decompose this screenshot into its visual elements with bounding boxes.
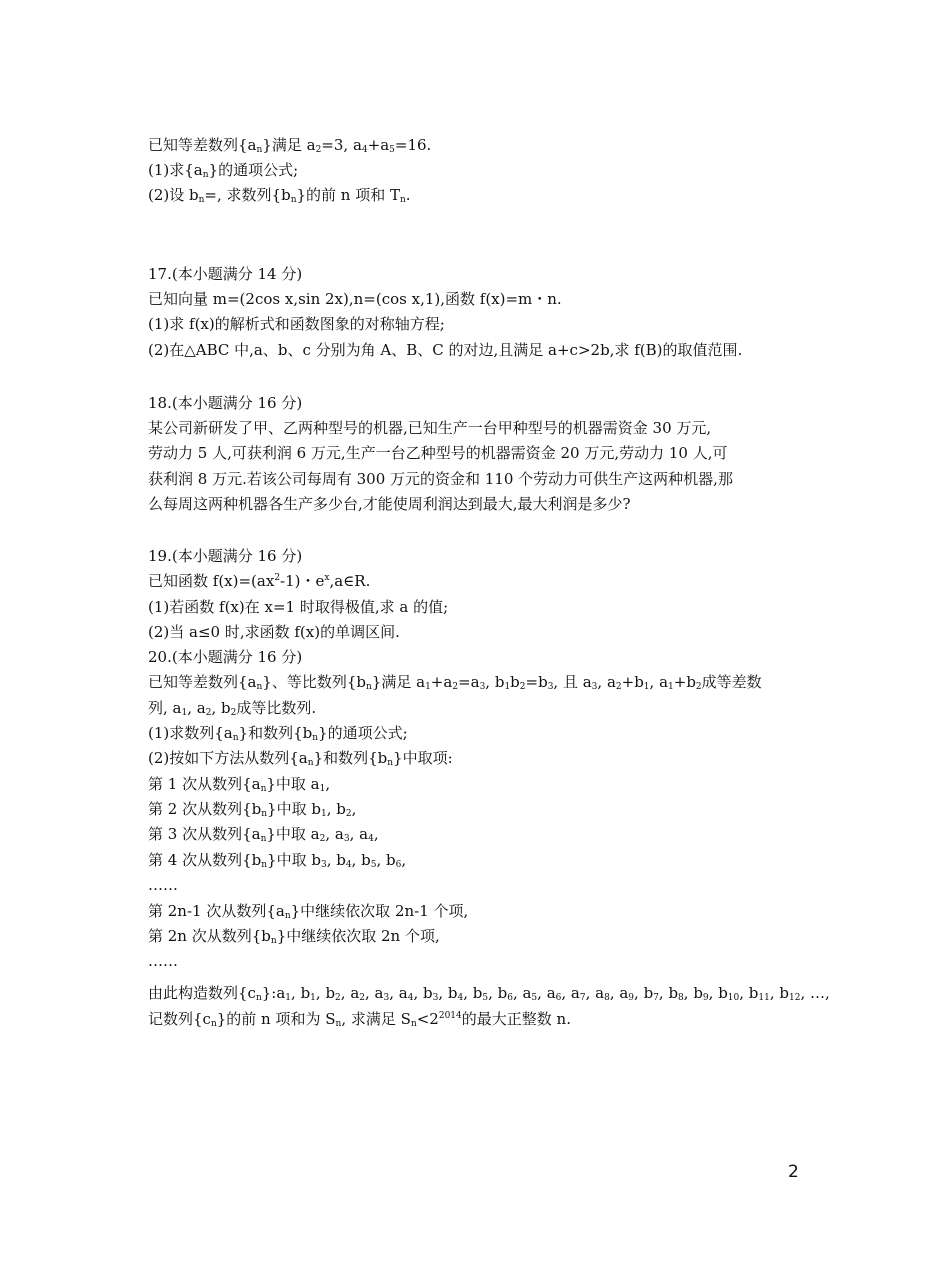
subscript: 7 [653, 993, 659, 1003]
text-line: …… [148, 952, 178, 970]
text-line: 由此构造数列$\{c_n\}:a_1$, $b_1$, $b_2$, $a_2$, $a_3$, $a_4$, $b_3$, $b_4$, $b_5$, $b_6$, $a_5$, $a_6$, $a_7$, $a_8$, $a_9$, $b_7$, $b_8$, $b_9$, $b_{10}$, $b_{11}$, $b_{12}$, …, [148, 984, 830, 1003]
text-line: 第 2n-1 次从数列$\{a_n\}$中继续依次取 2n-1 个项, [148, 902, 469, 921]
subscript: 4 [345, 860, 352, 870]
subscript: n [198, 195, 205, 205]
text-line: 18.(本小题满分 16 分) [148, 394, 303, 412]
text-line: 已知向量 m=(2cos x,sin 2x),n=(cos x,1),函数 f(x)=m・n. [148, 290, 562, 308]
subscript: 3 [547, 682, 554, 692]
text-line: (2)当 a≤0 时,求函数 f(x)的单调区间. [148, 623, 400, 641]
subscript: 1 [668, 682, 674, 692]
superscript: 2 [274, 573, 281, 583]
text-line: (1)求$\{a_n\}$的通项公式; [148, 161, 299, 180]
subscript: n [260, 784, 267, 794]
text-line: (2)设 $b_n=$, 求数列$\{b_n\}$的前 n 项和 $T_n$. [148, 186, 411, 205]
subscript: 2 [205, 708, 212, 718]
text-line: (1)若函数 f(x)在 x=1 时取得极值,求 a 的值; [148, 598, 449, 616]
text-line: (1)求数列$\{a_n\}$和数列$\{b_n\}$的通项公式; [148, 724, 408, 743]
text-line: 第 4 次从数列$\{b_n\}$中取 $b_3$, $b_4$, $b_5$, $b_6$, [148, 851, 407, 870]
subscript: n [232, 733, 239, 743]
subscript: 2 [519, 682, 526, 692]
subscript: n [387, 758, 394, 768]
subscript: n [260, 834, 267, 844]
subscript: 3 [432, 993, 439, 1003]
text-line: 17.(本小题满分 14 分) [148, 265, 303, 283]
subscript: 2 [345, 809, 352, 819]
subscript: n [210, 1019, 217, 1029]
subscript: 3 [479, 682, 486, 692]
subscript: 2 [230, 708, 237, 718]
subscript: n [312, 733, 319, 743]
text-line: 第 1 次从数列$\{a_n\}$中取 $a_1$, [148, 775, 331, 794]
subscript: n [261, 809, 268, 819]
subscript: 5 [482, 993, 489, 1003]
text-line: 第 2 次从数列$\{b_n\}$中取 $b_1$, $b_2$, [148, 800, 357, 819]
text-line: 已知等差数列$\{a_n\}$满足 $a_2=3$, $a_4+a_5=16$. [148, 136, 432, 155]
subscript: n [270, 936, 277, 946]
subscript: 2 [335, 993, 341, 1003]
text-line: 已知函数 $f(x)=(ax^2-1)$・$e^x,a\in R$. [148, 572, 371, 590]
text-line: 获利润 8 万元.若该公司每周有 300 万元的资金和 110 个劳动力可供生产这两种机器,那 [148, 470, 733, 488]
subscript: n [202, 170, 209, 180]
subscript: n [290, 195, 297, 205]
subscript: 9 [628, 993, 635, 1003]
subscript: 11 [758, 993, 770, 1003]
subscript: 1 [181, 708, 188, 718]
subscript: n [366, 682, 372, 692]
subscript: n [400, 195, 406, 205]
subscript: 4 [368, 834, 374, 844]
text-line: (1)求 f(x)的解析式和函数图象的对称轴方程; [148, 315, 445, 333]
subscript: 8 [678, 993, 684, 1003]
text-line: (2)在△ABC 中,a、b、c 分别为角 A、B、C 的对边,且满足 a+c>2b,求 f(B)的取值范围. [148, 341, 743, 359]
subscript: 5 [531, 993, 538, 1003]
subscript: 2 [315, 145, 322, 155]
subscript: 9 [702, 993, 709, 1003]
subscript: 4 [361, 145, 368, 155]
subscript: 6 [555, 993, 562, 1003]
subscript: n [256, 682, 263, 692]
text-line: 记数列$\{c_n\}$的前 n 项和为 $S_n$, 求满足 $S_n<2^{2014}$的最大正整数 n. [148, 1010, 571, 1029]
subscript: 5 [389, 145, 395, 155]
text-line: 第 2n 次从数列$\{b_n\}$中继续依次取 2n 个项, [148, 927, 440, 946]
subscript: 10 [727, 993, 740, 1003]
subscript: n [256, 145, 263, 155]
text-line: …… [148, 876, 178, 894]
text-line: 20.(本小题满分 16 分) [148, 648, 303, 666]
text-line: 第 3 次从数列$\{a_n\}$中取 $a_2$, $a_3$, $a_4$, [148, 825, 379, 844]
subscript: 1 [425, 682, 431, 692]
subscript: n [284, 911, 291, 921]
superscript: x [324, 573, 330, 583]
subscript: n [255, 993, 262, 1003]
subscript: 8 [604, 993, 610, 1003]
subscript: 3 [383, 993, 390, 1003]
text-line: (2)按如下方法从数列$\{a_n\}$和数列$\{b_n\}$中取项: [148, 749, 453, 768]
subscript: 4 [407, 993, 414, 1003]
subscript: 1 [285, 993, 292, 1003]
subscript: n [261, 860, 268, 870]
subscript: 7 [579, 993, 586, 1003]
subscript: 3 [343, 834, 350, 844]
subscript: 5 [370, 860, 377, 870]
subscript: 12 [788, 993, 801, 1003]
subscript: 2 [319, 834, 326, 844]
page-number: 2 [788, 1162, 799, 1182]
subscript: 1 [504, 682, 511, 692]
subscript: 1 [310, 993, 316, 1003]
subscript: n [307, 758, 314, 768]
text-line: 列, $a_1$, $a_2$, $b_2$成等比数列. [148, 699, 317, 718]
subscript: 2 [615, 682, 622, 692]
subscript: 1 [319, 784, 326, 794]
superscript: 2014 [438, 1011, 462, 1021]
subscript: 3 [320, 860, 327, 870]
subscript: 6 [395, 860, 402, 870]
subscript: 6 [507, 993, 513, 1003]
text-line: 劳动力 5 人,可获利润 6 万元,生产一台乙种型号的机器需资金 20 万元,劳动力 10 人,可 [148, 444, 728, 462]
text-line: 19.(本小题满分 16 分) [148, 547, 303, 565]
subscript: 2 [452, 682, 459, 692]
subscript: 2 [695, 682, 702, 692]
subscript: n [335, 1019, 342, 1029]
text-line: 么每周这两种机器各生产多少台,才能使周利润达到最大,最大利润是多少? [148, 495, 631, 513]
subscript: 2 [359, 993, 365, 1003]
text-line: 已知等差数列$\{a_n\}$、等比数列$\{b_n\}$满足 $a_1+a_2=a_3$, $b_1b_2=b_3$, 且 $a_3$, $a_2+b_1$, $a_1+b_2$成等差数 [148, 673, 762, 692]
subscript: 3 [591, 682, 598, 692]
text-line: 某公司新研发了甲、乙两种型号的机器,已知生产一台甲种型号的机器需资金 30 万元, [148, 419, 712, 437]
subscript: 1 [320, 809, 327, 819]
subscript: 1 [643, 682, 650, 692]
subscript: 4 [457, 993, 464, 1003]
subscript: n [410, 1019, 417, 1029]
